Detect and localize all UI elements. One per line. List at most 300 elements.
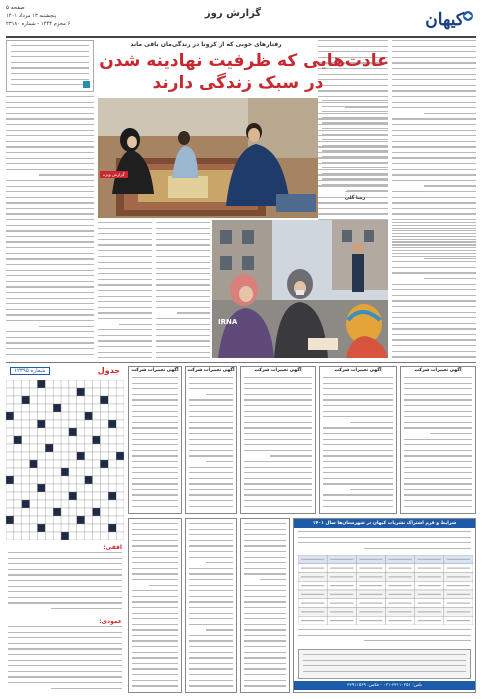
crossword-cell	[61, 388, 69, 396]
crossword-cell	[45, 532, 53, 540]
crossword-cell	[6, 380, 14, 388]
crossword-cell	[85, 380, 93, 388]
crossword-cell	[22, 420, 30, 428]
crossword-cell	[37, 444, 45, 452]
crossword-cell	[116, 460, 124, 468]
crossword-cell	[30, 412, 38, 420]
crossword-cell	[69, 532, 77, 540]
crossword-cell	[85, 524, 93, 532]
crossword-cell	[93, 476, 101, 484]
crossword-cell	[77, 444, 85, 452]
crossword-cell	[69, 460, 77, 468]
logo-text: کیهان	[425, 10, 464, 30]
crossword-cell	[61, 444, 69, 452]
subscription-table-text	[359, 559, 382, 560]
crossword-cell	[6, 508, 14, 516]
crossword-cell	[22, 508, 30, 516]
crossword-cell	[77, 396, 85, 404]
crossword-cell	[45, 452, 53, 460]
crossword-cell	[108, 444, 116, 452]
crossword-cell	[85, 516, 93, 524]
subscription-form	[293, 518, 476, 693]
crossword-cell	[53, 420, 61, 428]
photo-credit: IRNA	[218, 318, 238, 326]
crossword-cell	[61, 484, 69, 492]
crossword-cell	[100, 404, 108, 412]
crossword-cell	[53, 532, 61, 540]
crossword-cell	[93, 492, 101, 500]
crossword-title: جدول	[97, 366, 120, 375]
crossword-cell	[108, 380, 116, 388]
family-game-illustration	[98, 98, 318, 218]
crossword-cell	[37, 420, 45, 428]
crossword-cell	[108, 436, 116, 444]
crossword-cell	[30, 388, 38, 396]
family-game-photo	[98, 98, 318, 218]
crossword-cell	[53, 524, 61, 532]
crossword-cell	[37, 532, 45, 540]
crossword-cell	[85, 404, 93, 412]
crossword-cell	[14, 532, 22, 540]
crossword-cell	[85, 420, 93, 428]
crossword-cell	[100, 492, 108, 500]
crossword-cell	[61, 476, 69, 484]
crossword-cell	[100, 436, 108, 444]
subscription-table-text	[447, 611, 470, 612]
subscription-fill-box	[298, 649, 471, 679]
crossword-cell	[116, 516, 124, 524]
crossword-vertical-label: عمودی:	[99, 618, 122, 625]
crossword-cell	[22, 404, 30, 412]
crossword-cell	[30, 380, 38, 388]
subscription-table-text	[330, 611, 353, 612]
crossword-cell	[61, 500, 69, 508]
crossword-cell	[69, 452, 77, 460]
crossword-cell	[53, 492, 61, 500]
subscription-table-text	[301, 568, 324, 569]
crossword-cell	[93, 420, 101, 428]
subscription-table-text	[359, 585, 382, 586]
crossword-cell	[69, 428, 77, 436]
crossword-cell	[61, 404, 69, 412]
crossword-cell	[30, 492, 38, 500]
subscription-table-text	[418, 559, 441, 560]
crossword-cell	[85, 444, 93, 452]
crossword-cell	[22, 396, 30, 404]
crossword-cell	[69, 524, 77, 532]
crossword-cell	[22, 476, 30, 484]
crossword-cell	[45, 500, 53, 508]
masthead	[0, 0, 482, 36]
crossword-cell	[30, 468, 38, 476]
crossword-cell	[77, 500, 85, 508]
crossword-cell	[108, 492, 116, 500]
crossword-cell	[108, 516, 116, 524]
crossword-cell	[116, 404, 124, 412]
issue-line: ۶ محرم ۱۴۴۴ - شماره ۲۳۱۸۰	[6, 21, 71, 27]
crossword-cell	[93, 532, 101, 540]
subscription-table-text	[359, 568, 382, 569]
crossword-cell	[6, 524, 14, 532]
crossword-cell	[14, 452, 22, 460]
crossword-cell	[14, 404, 22, 412]
crossword-cell	[37, 404, 45, 412]
crossword-cell	[85, 492, 93, 500]
crossword-cell	[61, 380, 69, 388]
crossword-cell	[30, 444, 38, 452]
crossword-cell	[22, 524, 30, 532]
subscription-table-text	[418, 594, 441, 595]
subscription-table-text	[447, 568, 470, 569]
crossword-cell	[6, 396, 14, 404]
crossword-cell	[77, 404, 85, 412]
ad-box-2: آگهی تغییرات شرکت	[185, 366, 237, 514]
right-column-lower	[392, 222, 476, 358]
crossword-cell	[6, 420, 14, 428]
crossword-cell	[6, 428, 14, 436]
crossword-cell	[53, 388, 61, 396]
crossword-cell	[61, 420, 69, 428]
crossword-cell	[45, 412, 53, 420]
crossword-cell	[22, 428, 30, 436]
crossword-cell	[85, 452, 93, 460]
subscription-table-text	[359, 603, 382, 604]
crossword-cell	[93, 468, 101, 476]
crossword-cell	[77, 524, 85, 532]
crossword-cell	[93, 444, 101, 452]
subscription-table-text	[359, 594, 382, 595]
subscription-table-text	[447, 620, 470, 621]
crossword-cell	[116, 476, 124, 484]
crossword-cell	[85, 484, 93, 492]
crossword-cell	[45, 524, 53, 532]
crossword-cell	[116, 412, 124, 420]
crossword-cell	[93, 452, 101, 460]
crossword-cell	[45, 484, 53, 492]
crossword-cell	[53, 412, 61, 420]
crossword-box	[6, 366, 124, 693]
crossword-cell	[61, 436, 69, 444]
crossword-cell	[6, 468, 14, 476]
crossword-cell	[22, 380, 30, 388]
crossword-cell	[37, 436, 45, 444]
subscription-footer: تلفن: ۳۳۱۱۰۲۵۱-۰۲۱ - فکس: ۳۳۹۱۱۵۶۹	[294, 681, 475, 690]
crossword-cell	[14, 460, 22, 468]
crossword-cell	[85, 396, 93, 404]
crossword-cell	[45, 460, 53, 468]
crossword-cell	[45, 436, 53, 444]
crossword-cell	[53, 516, 61, 524]
crossword-cell	[100, 412, 108, 420]
story-headline-1: عادت‌هایی که ظرفیت نهادینه شدن	[99, 51, 389, 71]
crossword-cell	[77, 388, 85, 396]
ad-box-7	[185, 518, 237, 693]
crossword-cell	[14, 412, 22, 420]
crossword-cell	[93, 412, 101, 420]
crossword-cell	[6, 476, 14, 484]
crossword-cell	[69, 492, 77, 500]
crossword-cell	[100, 420, 108, 428]
crossword-cell	[53, 436, 61, 444]
crossword-cell	[30, 524, 38, 532]
crossword-cell	[30, 452, 38, 460]
crossword-cell	[30, 420, 38, 428]
crossword-cell	[37, 460, 45, 468]
crossword-cell	[77, 508, 85, 516]
crossword-cell	[116, 428, 124, 436]
crossword-cell	[100, 460, 108, 468]
subscription-title: شرایط و فرم اشتراک نشریات کیهان در شهرستان‌ها سال ۱۴۰۱	[294, 519, 475, 528]
subscription-table-text	[330, 559, 353, 560]
crossword-cell	[30, 508, 38, 516]
crossword-cell	[6, 460, 14, 468]
subscription-table-text	[389, 594, 412, 595]
crossword-cell	[30, 404, 38, 412]
crossword-cell	[45, 444, 53, 452]
crossword-cell	[45, 380, 53, 388]
crossword-cell	[93, 516, 101, 524]
crossword-cell	[77, 516, 85, 524]
crossword-cell	[93, 500, 101, 508]
crossword-cell	[61, 452, 69, 460]
crossword-cell	[85, 428, 93, 436]
crossword-cell	[93, 436, 101, 444]
crossword-cell	[45, 516, 53, 524]
subscription-table-text	[389, 568, 412, 569]
crossword-cell	[14, 492, 22, 500]
crossword-cell	[53, 468, 61, 476]
crossword-cell	[116, 444, 124, 452]
subscription-table-text	[418, 603, 441, 604]
crossword-cell	[45, 492, 53, 500]
crossword-cell	[14, 428, 22, 436]
crossword-cell	[61, 492, 69, 500]
crossword-cell	[14, 476, 22, 484]
crossword-cell	[85, 500, 93, 508]
crossword-cell	[77, 412, 85, 420]
subscription-table-text	[301, 594, 324, 595]
crossword-cell	[77, 428, 85, 436]
crossword-cell	[69, 396, 77, 404]
crossword-cell	[30, 436, 38, 444]
crossword-cell	[45, 468, 53, 476]
subscription-table-text	[418, 611, 441, 612]
crossword-cell	[100, 524, 108, 532]
subscription-table-text	[447, 594, 470, 595]
crossword-cell	[6, 452, 14, 460]
crossword-cell	[85, 412, 93, 420]
crossword-cell	[77, 468, 85, 476]
crossword-cell	[61, 524, 69, 532]
subscription-table-text	[447, 559, 470, 560]
ad-box-8	[240, 518, 290, 693]
subscription-table-text	[359, 576, 382, 577]
crossword-cell	[85, 508, 93, 516]
crossword-cell	[37, 452, 45, 460]
crossword-cell	[116, 524, 124, 532]
crossword-cell	[116, 380, 124, 388]
crossword-cell	[100, 532, 108, 540]
crossword-cell	[85, 476, 93, 484]
crossword-cell	[30, 396, 38, 404]
crossword-cell	[14, 420, 22, 428]
crossword-cell	[45, 428, 53, 436]
crossword-cell	[93, 428, 101, 436]
crossword-cell	[14, 508, 22, 516]
crossword-cell	[37, 508, 45, 516]
crossword-cell	[100, 516, 108, 524]
crossword-cell	[37, 492, 45, 500]
crossword-cell	[14, 380, 22, 388]
crossword-cell	[85, 468, 93, 476]
crossword-horizontal-clues	[8, 552, 122, 614]
crossword-cell	[116, 468, 124, 476]
section-title: گزارش روز	[204, 8, 262, 19]
story-lead-text	[322, 100, 388, 192]
crossword-cell	[93, 524, 101, 532]
women-rooftop-illustration	[212, 220, 388, 358]
subscription-table-text	[418, 576, 441, 577]
crossword-cell	[37, 428, 45, 436]
crossword-cell	[108, 524, 116, 532]
crossword-cell	[6, 444, 14, 452]
crossword-cell	[69, 420, 77, 428]
crossword-cell	[37, 412, 45, 420]
story-byline: رضا گلی	[344, 196, 366, 201]
subscription-table-text	[389, 620, 412, 621]
crossword-cell	[77, 476, 85, 484]
crossword-number: شماره ۱۲۳۹۵	[10, 367, 50, 375]
crossword-cell	[45, 476, 53, 484]
crossword-cell	[108, 412, 116, 420]
subscription-table-text	[330, 568, 353, 569]
crossword-cell	[61, 468, 69, 476]
crossword-cell	[108, 420, 116, 428]
crossword-cell	[6, 492, 14, 500]
crossword-cell	[37, 476, 45, 484]
crossword-cell	[53, 476, 61, 484]
subscription-table-text	[447, 576, 470, 577]
crossword-cell	[14, 436, 22, 444]
subscription-table-text	[301, 603, 324, 604]
crossword-cell	[85, 436, 93, 444]
ad-box-6	[128, 518, 182, 693]
crossword-cell	[116, 388, 124, 396]
subscription-table-text	[418, 568, 441, 569]
logo	[406, 8, 476, 32]
crossword-grid	[6, 380, 124, 540]
crossword-cell	[61, 460, 69, 468]
crossword-cell	[6, 404, 14, 412]
crossword-cell	[14, 524, 22, 532]
crossword-cell	[61, 412, 69, 420]
crossword-cell	[22, 388, 30, 396]
crossword-cell	[77, 452, 85, 460]
subscription-table-text	[389, 611, 412, 612]
crossword-cell	[85, 532, 93, 540]
crossword-cell	[53, 484, 61, 492]
story-body-col-4	[156, 262, 210, 358]
crossword-cell	[77, 380, 85, 388]
crossword-cell	[53, 508, 61, 516]
crossword-cell	[37, 380, 45, 388]
crossword-cell	[14, 444, 22, 452]
subscription-table-text	[301, 576, 324, 577]
crossword-cell	[14, 468, 22, 476]
crossword-cell	[30, 516, 38, 524]
crossword-cell	[85, 388, 93, 396]
crossword-cell	[93, 388, 101, 396]
crossword-cell	[69, 500, 77, 508]
crossword-cell	[108, 468, 116, 476]
women-rooftop-photo	[212, 220, 388, 358]
crossword-cell	[53, 380, 61, 388]
story-kicker: رفتارهای خوبی که از کرونا در زندگی‌مان باقی ماند	[130, 41, 282, 48]
crossword-cell	[93, 508, 101, 516]
crossword-cell	[100, 444, 108, 452]
crossword-cell	[37, 396, 45, 404]
crossword-cell	[22, 516, 30, 524]
subscription-table-text	[418, 585, 441, 586]
subscription-table-text	[301, 559, 324, 560]
crossword-vertical-clues	[8, 626, 122, 692]
left-column-text	[6, 96, 94, 261]
crossword-cell	[53, 500, 61, 508]
crossword-cell	[45, 420, 53, 428]
crossword-cell	[6, 388, 14, 396]
crossword-cell	[69, 516, 77, 524]
section-divider	[6, 362, 476, 363]
subscription-table-text	[330, 603, 353, 604]
page-label: صفحه ۵	[6, 5, 25, 11]
story-body-col-2	[156, 222, 210, 258]
crossword-cell	[30, 476, 38, 484]
crossword-cell	[116, 420, 124, 428]
crossword-cell	[69, 508, 77, 516]
crossword-cell	[93, 484, 101, 492]
crossword-cell	[69, 468, 77, 476]
crossword-cell	[108, 460, 116, 468]
crossword-cell	[108, 484, 116, 492]
crossword-cell	[6, 436, 14, 444]
subscription-table-text	[301, 620, 324, 621]
crossword-cell	[22, 436, 30, 444]
crossword-cell	[108, 404, 116, 412]
subscription-table-text	[301, 611, 324, 612]
crossword-cell	[77, 532, 85, 540]
crossword-cell	[22, 452, 30, 460]
crossword-cell	[69, 388, 77, 396]
crossword-cell	[93, 396, 101, 404]
crossword-cell	[30, 484, 38, 492]
crossword-cell	[14, 388, 22, 396]
crossword-cell	[53, 428, 61, 436]
crossword-cell	[6, 500, 14, 508]
crossword-cell	[45, 388, 53, 396]
crossword-cell	[100, 396, 108, 404]
masthead-rule	[6, 36, 476, 38]
crossword-cell	[69, 412, 77, 420]
crossword-cell	[53, 452, 61, 460]
crossword-cell	[37, 468, 45, 476]
crossword-cell	[53, 404, 61, 412]
subscription-table-text	[389, 585, 412, 586]
crossword-cell	[61, 508, 69, 516]
crossword-cell	[108, 396, 116, 404]
crossword-cell	[61, 516, 69, 524]
crossword-cell	[116, 532, 124, 540]
crossword-cell	[108, 508, 116, 516]
